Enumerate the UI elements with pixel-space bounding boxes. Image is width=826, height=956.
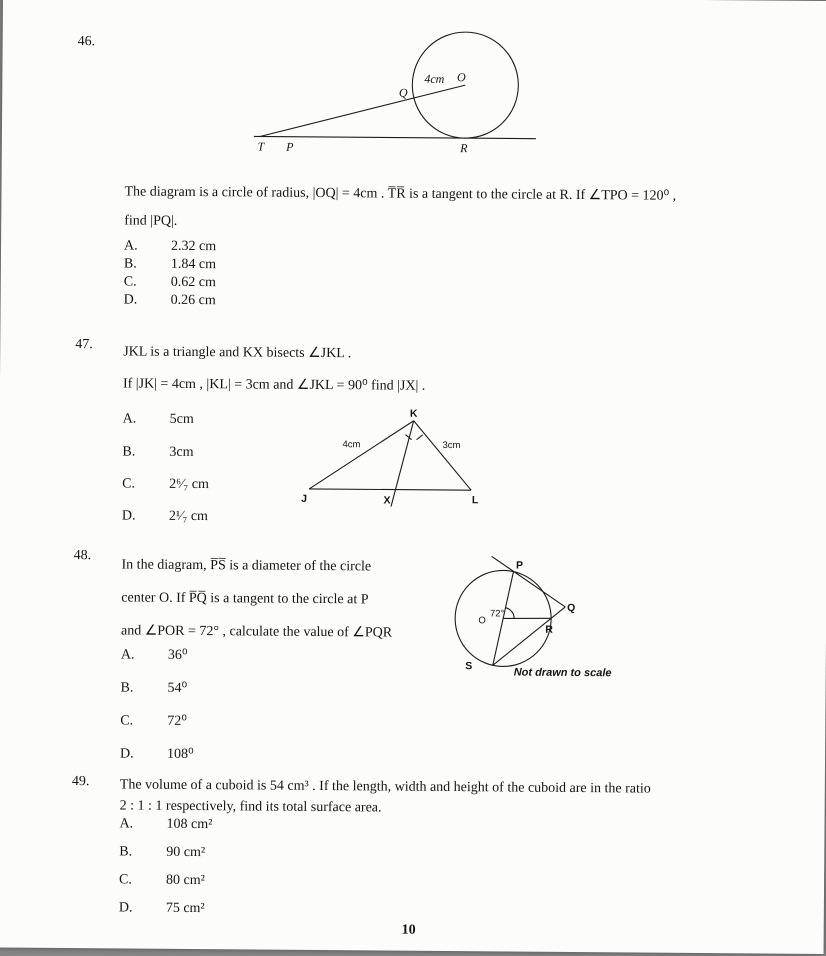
option-row-47a [123, 411, 194, 428]
option-letter: D. [118, 900, 133, 916]
point-label-l: L [471, 494, 479, 507]
angle-arc [505, 608, 514, 619]
not-drawn-to-scale-note: Not drawn to scale [513, 666, 612, 680]
option-value: 0.26 cm [170, 292, 216, 309]
tangent-pq [491, 556, 565, 607]
option-value: 108 cm² [166, 816, 213, 833]
center-label-o: O [478, 615, 486, 627]
option-value: 72⁰ [167, 713, 188, 729]
option-row-46b [124, 256, 216, 273]
option-row-47c [122, 476, 209, 493]
question-49-line-1: The volume of a cuboid is 54 cm³ . If the length, width and height of the cuboid are in the ratio [119, 777, 651, 797]
option-letter: B. [122, 444, 136, 460]
triangle-side-kl [413, 421, 472, 490]
question-46-text [124, 177, 676, 239]
option-row-48a [121, 646, 188, 664]
triangle-base-jl [309, 489, 471, 490]
point-label-s: S [465, 660, 473, 673]
option-row-49d [119, 900, 205, 917]
option-row-48b [121, 679, 188, 697]
option-value: 80 cm² [166, 872, 205, 889]
option-row-46c [124, 274, 216, 291]
point-label-q: Q [398, 85, 408, 100]
option-row-49a [119, 816, 212, 833]
question-48-number: 48. [73, 548, 92, 564]
option-letter: D. [121, 508, 136, 524]
option-letter: C. [123, 274, 137, 290]
option-letter: A. [120, 647, 135, 663]
option-row-46d [124, 292, 216, 309]
side-length-kl: 3cm [442, 439, 461, 452]
option-value: 5cm [169, 411, 194, 428]
option-value: 1.84 cm [170, 256, 217, 273]
option-value: 0.62 cm [170, 274, 216, 291]
option-value: 36⁰ [167, 647, 188, 663]
option-value: 2⁶⁄₇ cm [169, 476, 209, 493]
option-value: 2¹⁄₇ cm [168, 508, 209, 525]
tangent-line [254, 136, 536, 138]
option-letter: A. [122, 411, 137, 427]
point-label-k: K [409, 407, 418, 420]
option-letter: A. [123, 238, 138, 254]
option-row-48d [120, 745, 194, 763]
question-48-line-3: and ∠POR = 72° , calculate the value of ∠PQR [120, 623, 393, 641]
option-letter: B. [120, 680, 134, 696]
option-value: 3cm [169, 444, 194, 461]
question-46-number: 46. [77, 34, 96, 50]
side-length-jk: 4cm [342, 439, 361, 451]
q46-tangent-circle-diagram [250, 24, 541, 158]
point-label-j: J [301, 492, 308, 505]
point-label-x: X [383, 494, 391, 507]
radius-or [503, 618, 551, 619]
q47-triangle-diagram [295, 407, 486, 518]
option-row-48c [120, 712, 187, 730]
option-value: 90 cm² [166, 844, 206, 861]
point-label-r: R [460, 141, 468, 156]
question-49-number: 49. [71, 774, 90, 790]
option-row-49c [119, 872, 205, 889]
option-value: 2.32 cm [170, 238, 217, 255]
option-row-49b [119, 844, 205, 861]
option-letter: D. [120, 746, 134, 762]
point-label-r: R [545, 623, 553, 636]
q48-circle-diagram [441, 554, 637, 681]
question-49-text [120, 774, 651, 820]
angle-label-72: 72° [489, 608, 505, 620]
question-48-text [121, 548, 393, 649]
angle-tick-right [417, 435, 423, 440]
point-label-p: P [516, 559, 524, 572]
option-row-47d [122, 508, 208, 525]
option-value: 108⁰ [167, 746, 194, 763]
option-letter: B. [123, 256, 137, 272]
option-letter: D. [123, 292, 138, 308]
option-letter: C. [119, 872, 132, 888]
question-47-number: 47. [75, 337, 93, 353]
secant-line [260, 84, 465, 139]
point-label-q: Q [567, 601, 576, 615]
point-label-t: T [257, 139, 265, 154]
question-48-line-1: In the diagram, P̅S̅ is a diameter of the circle [121, 557, 372, 575]
question-46-line-2: find |PQ|. [124, 213, 178, 229]
question-46-line-1: The diagram is a circle of radius, |OQ| = 4cm . T̅R̅ is a tangent to the circle at R. If ∠TPO = 120⁰ , [124, 184, 677, 204]
option-value: 75 cm² [165, 900, 205, 917]
question-49-line-2: 2 : 1 : 1 respectively, find its total surface area. [119, 798, 382, 816]
question-48-line-2: center O. If P̅Q̅ is a tangent to the circle at P [121, 590, 369, 608]
option-row-46a [124, 238, 216, 255]
question-47-line-2: If |JK| = 4cm , |KL| = 3cm and ∠JKL = 90⁰ find |JX| . [122, 376, 426, 394]
option-value: 54⁰ [167, 680, 188, 696]
radius-label: 4cm [424, 71, 445, 86]
question-47-line-1: JKL is a triangle and KX bisects ∠JKL . [123, 344, 352, 362]
point-label-p: P [286, 139, 294, 154]
option-letter: A. [119, 816, 134, 832]
option-letter: B. [119, 844, 133, 860]
center-label-o: O [457, 70, 466, 85]
option-row-47b [122, 444, 193, 461]
page-number: 10 [401, 922, 416, 938]
option-letter: C. [122, 476, 136, 492]
option-letter: C. [120, 713, 134, 729]
